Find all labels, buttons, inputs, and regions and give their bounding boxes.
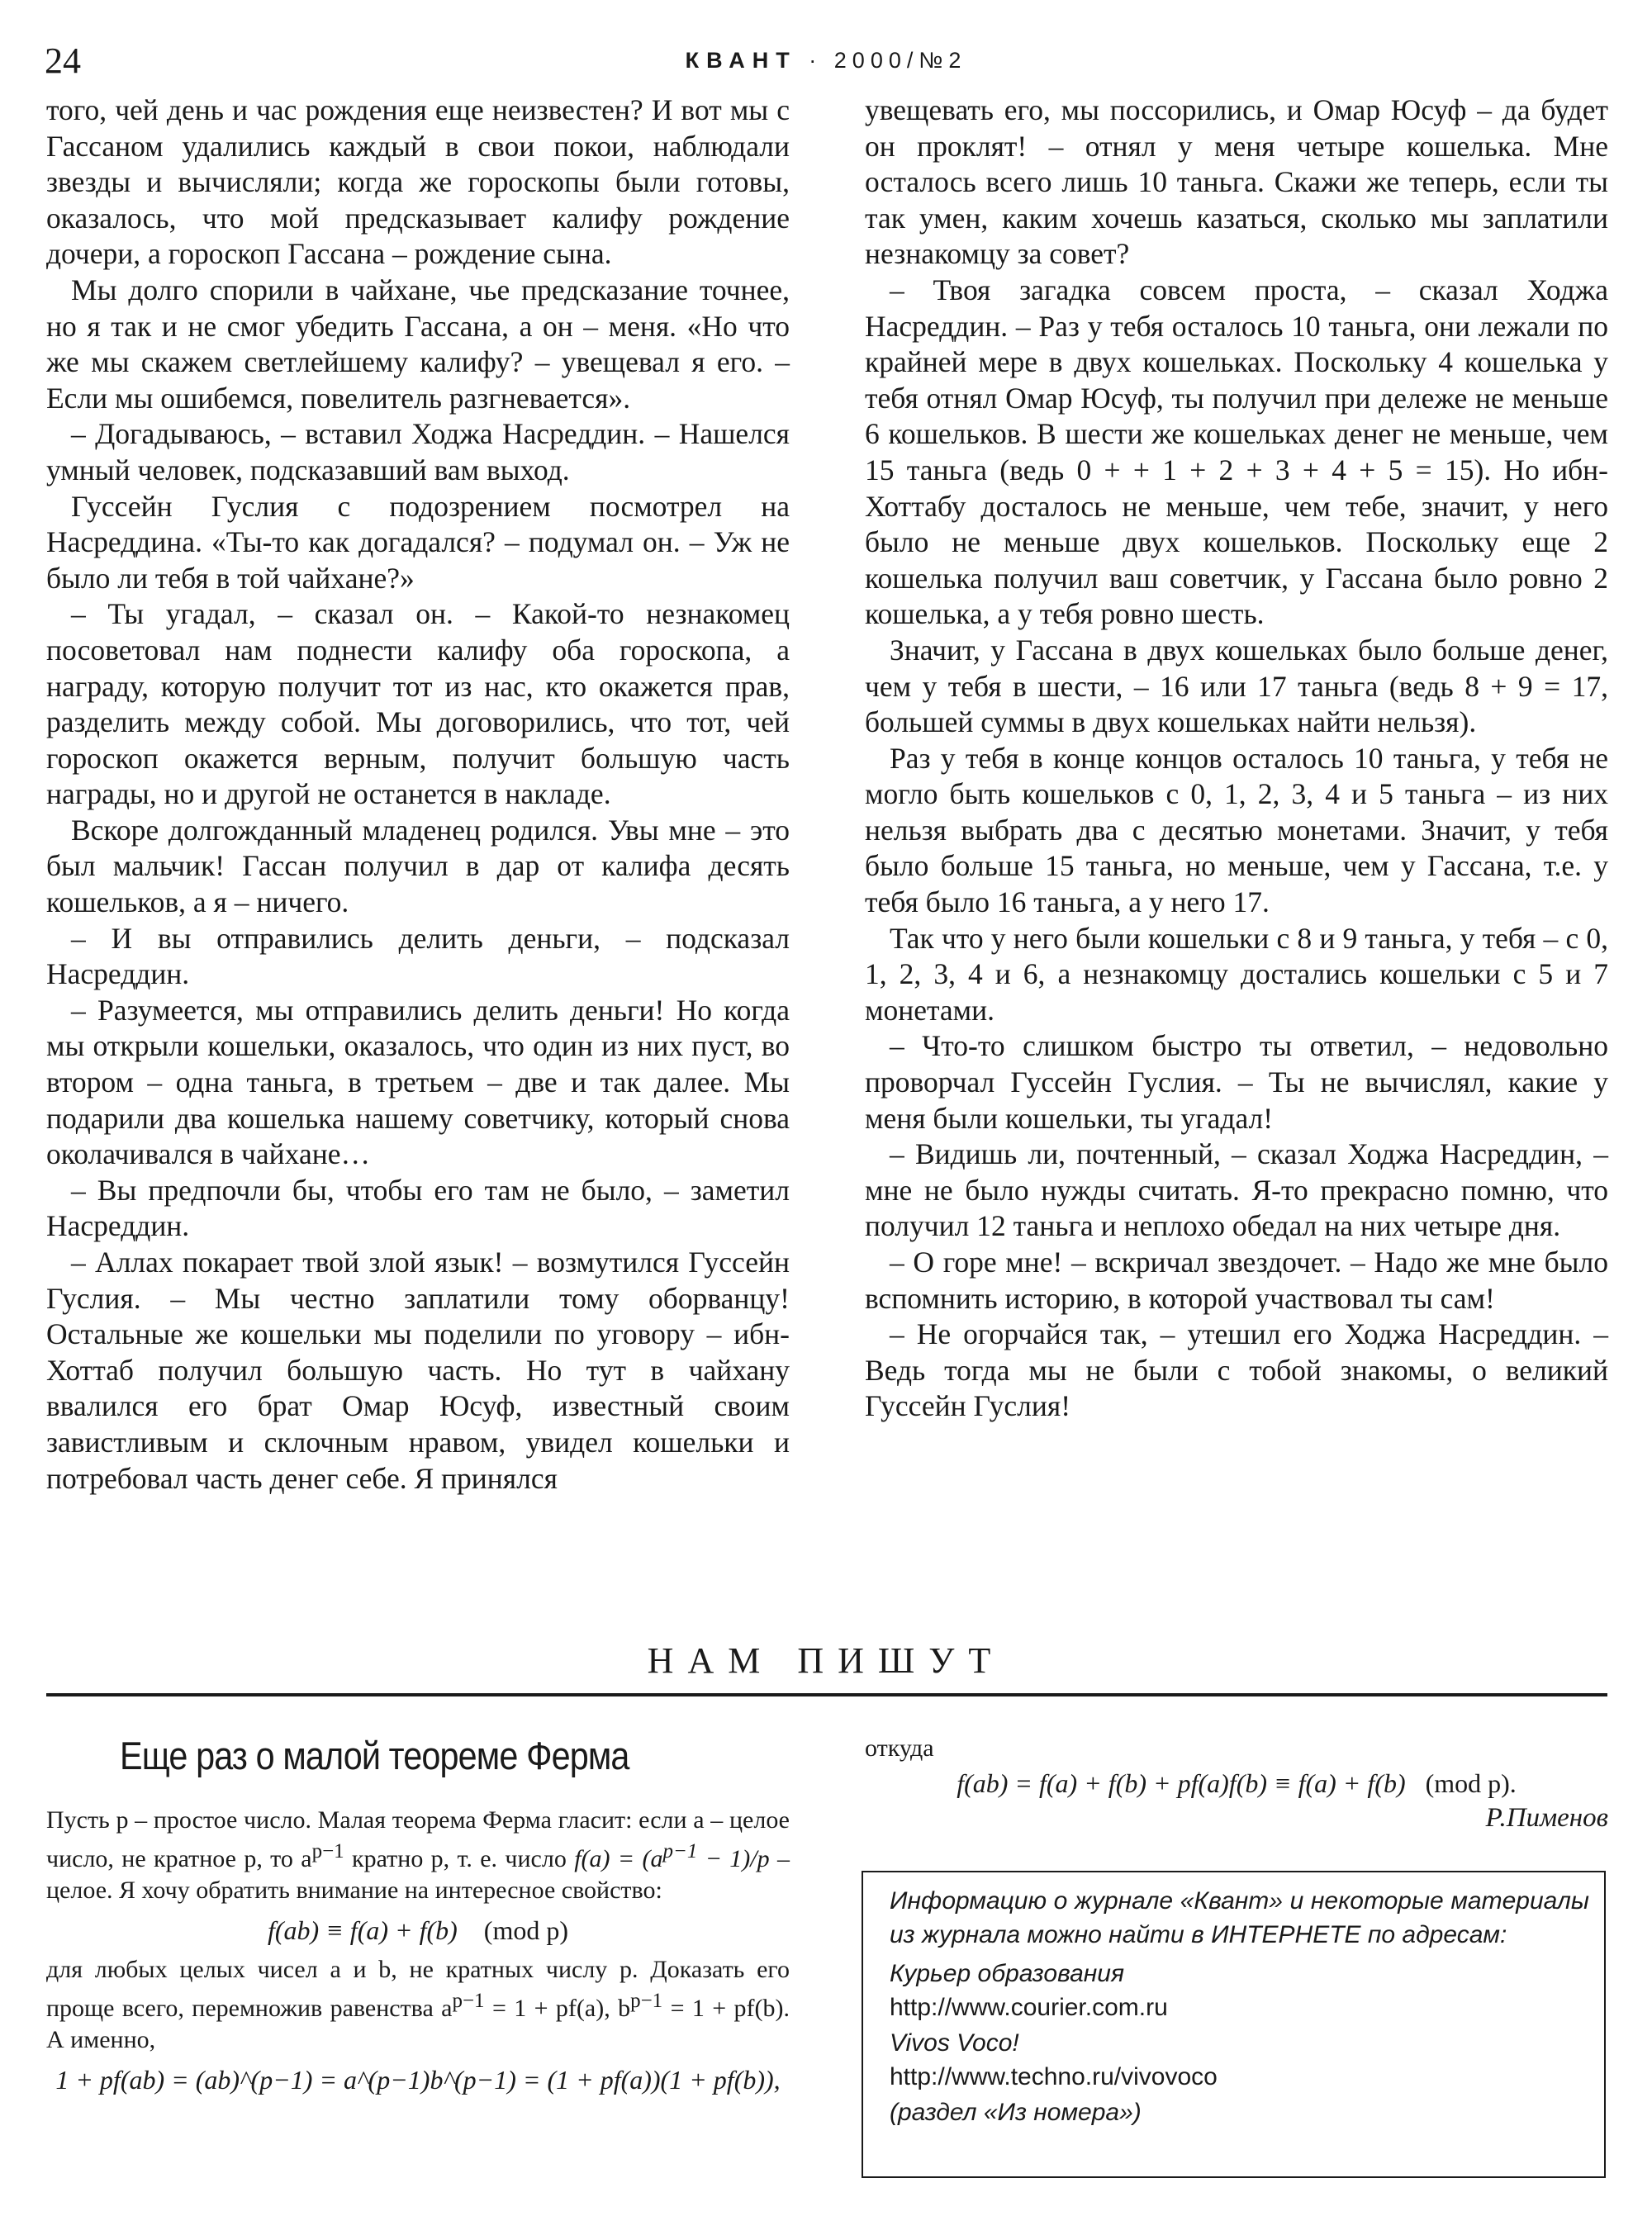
- internet-info-box: [862, 1871, 1606, 2178]
- section-divider: [46, 1693, 1607, 1696]
- site-name-1: Курьер образования: [890, 1960, 1124, 1987]
- site-note: (раздел «Из номера»): [890, 2099, 1142, 2126]
- formula-product: 1 + pf(ab) = (ab)^(p−1) = a^(p−1)b^(p−1) = (1 + pf(a))(1 + pf(b)),: [55, 2065, 781, 2095]
- section-title: НАМ ПИШУТ: [647, 1640, 1005, 1681]
- paragraph: увещевать его, мы поссорились, и Омар Юсуф – да будет он проклят! – отнял у меня четыре кошелька. Мне осталось всего лишь 10 таньга. Скажи же теперь, если ты так умен, каким хочешь казаться, сколько мы заплатили незнакомцу за совет?: [865, 93, 1608, 271]
- page-header: [45, 40, 1607, 89]
- article-body: [46, 1805, 790, 2104]
- paragraph: – Видишь ли, почтенный, – сказал Ходжа Насреддин, – мне не было нужды считать. Я-то прекрасно помню, что получил 12 таньга и неплохо обедал на них четыре дня.: [865, 1137, 1608, 1243]
- page-number: 24: [45, 40, 81, 81]
- paragraph: – Твоя загадка совсем проста, – сказал Ходжа Насреддин. – Раз у тебя осталось 10 таньга, они лежали по крайней мере в двух кошельках. Поскольку 4 кошелька у тебя отнял Омар Юсуф, ты получил при дележе не меньше 6 кошельков. В шести же кошельках денег не меньше, чем 15 таньга (ведь 0 + + 1 + 2 + 3 + 4 + 5 = 15). Но ибн-Хоттабу досталось не меньше, чем тебе, значит, у него было не меньше двух кошельков. Поскольку еще 2 кошелька получил ваш советчик, у Гассана было ровно 2 кошелька, а у тебя ровно шесть.: [865, 273, 1608, 631]
- paragraph: Гуссейн Гуслия с подозрением посмотрел на Насреддина. «Ты-то как догадался? – подумал он. – Уж не было ли тебя в той чайхане?»: [46, 489, 790, 595]
- paragraph: Вскоре долгожданный младенец родился. Увы мне – это был мальчик! Гассан получил в дар от калифа десять кошельков, а я – ничего.: [46, 813, 790, 919]
- paragraph: – Вы предпочли бы, чтобы его там не было, – заметил Насреддин.: [46, 1173, 790, 1243]
- site-url-1[interactable]: http://www.courier.com.ru: [890, 1994, 1168, 2021]
- article-title: Еще раз о малой теореме Ферма: [120, 1734, 629, 1777]
- formula-congruence: f(ab) ≡ f(a) + f(b) (mod p): [268, 1915, 568, 1945]
- article-paragraph-1: Пусть p – простое число. Малая теорема Ферма гласит: если a – целое число, не кратное p, то $a^{p-1}$ кратно p, т. е. число $f(a) = (a^{p-1} - 1)/p$ – целое. Я хочу обратить внимание на интересное свойство:: [46, 1806, 790, 1904]
- left-column: [46, 93, 790, 1497]
- paragraph: – Не огорчайся так, – утешил его Ходжа Насреддин. – Ведь тогда мы не были с тобой знакомы, о великий Гуссейн Гуслия!: [865, 1317, 1608, 1423]
- journal-name: КВАНТ: [685, 48, 797, 73]
- site-url-2[interactable]: http://www.techno.ru/vivovoco: [890, 2063, 1218, 2090]
- site-name-2: Vivos Voco!: [890, 2029, 1019, 2057]
- journal-title: [45, 48, 1607, 74]
- paragraph: – Разумеется, мы отправились делить деньги! Но когда мы открыли кошельки, оказалось, что один из них пуст, во втором – одна таньга, в третьем – две и так далее. Мы подарили два кошелька нашему советчику, который снова околачивался в чайхане…: [46, 993, 790, 1171]
- paragraph: – И вы отправились делить деньги, – подсказал Насреддин.: [46, 921, 790, 991]
- paragraph: – Догадываюсь, – вставил Ходжа Насреддин. – Нашелся умный человек, подсказавший вам выход.: [46, 417, 790, 486]
- paragraph: – Аллах покарает твой злой язык! – возмутился Гуссейн Гуслия. – Мы честно заплатили тому оборванцу! Остальные же кошельки мы поделили по уговору – ибн-Хоттаб получил большую часть. Но тут в чайхану ввалился его брат Омар Юсуф, известный своим завистливым и склочным нравом, увидел кошельки и потребовал часть денег себе. Я принялся: [46, 1246, 790, 1495]
- formula-inline: $f(a) = (a^{p-1} - 1)/p$: [574, 1840, 770, 1872]
- paragraph: – Ты угадал, – сказал он. – Какой-то незнакомец посоветовал нам поднести калифу оба гороскопа, а награду, которую получит тот из нас, кто окажется прав, разделить между собой. Мы договорились, что тот, чей гороскоп окажется верным, получит большую часть награды, но и другой не останется в накладе.: [46, 597, 790, 811]
- right-column: [865, 93, 1608, 1425]
- paragraph: – Что-то слишком быстро ты ответил, – недовольно проворчал Гуссейн Гуслия. – Ты не вычислял, какие у меня были кошельки, ты угадал!: [865, 1029, 1608, 1135]
- article-paragraph-2: для любых целых чисел a и b, не кратных числу p. Доказать его проще всего, перемножив равенства $a^{p-1} = 1 + pf(a)$, $b^{p-1} = 1 + pf(b)$. А именно,: [46, 1956, 790, 2053]
- exponent: p−1: [311, 1840, 344, 1862]
- article-continuation: [865, 1733, 1608, 1834]
- paragraph: Значит, у Гассана в двух кошельках было больше денег, чем у тебя в шести, – 16 или 17 таньга (ведь 8 + 9 = 17, большей суммы в двух кошельках найти нельзя).: [865, 633, 1608, 739]
- journal-issue: · 2000/№2: [809, 48, 967, 73]
- paragraph: – О горе мне! – вскричал звездочет. – Надо же мне было вспомнить историю, в которой участвовал ты сам!: [865, 1246, 1608, 1315]
- paragraph: Мы долго спорили в чайхане, чье предсказание точнее, но я так и не смог убедить Гассана, а он – меня. «Но что же мы скажем светлейшему калифу? – увещевал я его. – Если мы ошибемся, повелитель разгневается».: [46, 273, 790, 415]
- paragraph: Так что у него были кошельки с 8 и 9 таньга, у тебя – с 0, 1, 2, 3, 4 и 6, а незнакомцу достались кошельки с 5 и 7 монетами.: [865, 921, 1608, 1027]
- article-lead-word: откуда: [865, 1734, 934, 1762]
- paragraph: Раз у тебя в конце концов осталось 10 таньга, у тебя не могло быть кошельков с 0, 1, 2, 3, 4 и 5 таньга – из них нельзя выбрать два с десятью монетами. Значит, у тебя было больше 15 таньга, но меньше, чем у Гассана, т.е. у тебя было 16 таньга, а у него 17.: [865, 741, 1608, 919]
- paragraph: того, чей день и час рождения еще неизвестен? И вот мы с Гассаном удалились каждый в свои покои, наблюдали звезды и вычисляли; когда же гороскопы были готовы, оказалось, что мой предсказывает калифу рождение дочери, а гороскоп Гассана – рождение сына.: [46, 93, 790, 271]
- formula-result: f(ab) = f(a) + f(b) + pf(a)f(b) ≡ f(a) + f(b) (mod p).: [957, 1768, 1517, 1798]
- info-intro: Информацию о журнале «Квант» и некоторые материалы из журнала можно найти в ИНТЕРНЕТЕ по адресам:: [890, 1887, 1589, 1948]
- article-author: Р.Пименов: [1485, 1803, 1608, 1833]
